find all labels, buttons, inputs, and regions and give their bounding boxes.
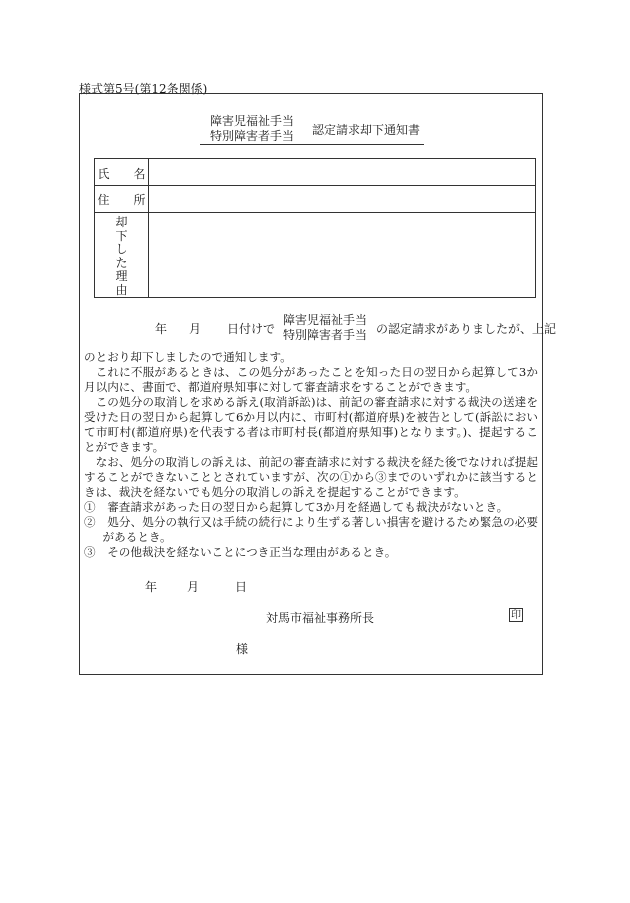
body-paragraph-2: これに不服があるときは、この処分があったことを知った日の翌日から起算して3か月以内に、書面で、都道府県知事に対して審査請求をすることができます。 [84,365,538,394]
allowance-type-2: 特別障害者手当 [210,129,295,143]
title-main-text: 認定請求却下通知書 [312,123,421,137]
condition-item-3: ③ その他裁決を経ないことにつき正当な理由があるとき。 [84,545,397,559]
seal-mark: 印 [511,610,521,621]
date-day-suffix: 日付けで [227,322,276,336]
condition-item-2: ② 処分、処分の執行又は手続の続行により生ずる著しい損害を避けるため緊急の必要があるとき。 [84,515,538,544]
table-row-reason [95,213,535,299]
form-number-label: 様式第5号(第12条関係) [79,82,208,96]
request-allowance-stack [283,313,367,343]
date-year-label: 年 [155,322,168,336]
allowance-type-1: 障害児福祉手当 [210,114,295,128]
issuer-name: 対馬市福祉事務所長 [266,611,375,625]
issue-month-label: 月 [187,580,200,594]
issue-day-label: 日 [235,580,248,594]
date-month-label: 月 [189,322,202,336]
table-row-name [95,159,535,186]
table-row-address [95,185,535,213]
request-allowance-2: 特別障害者手当 [283,328,368,342]
request-tail-text: の認定請求がありましたが、上記 [376,322,557,336]
allowance-type-stack [210,114,294,144]
body-paragraph-3: この処分の取消しを求める訴え(取消訴訟)は、前記の審査請求に対する裁決の送達を受けた日の翌日から起算して6か月以内に、市町村(都道府県)を被告として(訴訟において市町村(都道府県)を代表する者は市町村長(都道府県知事)となります。)、提起することができます。 [84,395,538,454]
document-title [200,114,424,145]
issue-year-label: 年 [145,580,158,594]
addressee-suffix: 様 [236,642,249,656]
body-paragraph-1: のとおり却下しましたので通知します。 [84,350,292,364]
name-label: 氏 名 [97,167,146,181]
condition-item-1: ① 審査請求があった日の翌日から起算して3か月を経過しても裁決がないとき。 [84,500,509,514]
rejection-reason-label: 却 下 し た 理 由 [115,215,128,297]
notice-body [84,350,538,560]
request-allowance-1: 障害児福祉手当 [283,313,368,327]
body-paragraph-4: なお、処分の取消しの訴えは、前記の審査請求に対する裁決を経た後でなければ提起することができないこととされていますが、次の①から③までのいずれかに該当するときは、裁決を経ないでも処分の取消しの訴えを提起することができます。 [84,455,538,499]
recipient-info-table [94,158,536,298]
address-label: 住 所 [97,193,146,207]
